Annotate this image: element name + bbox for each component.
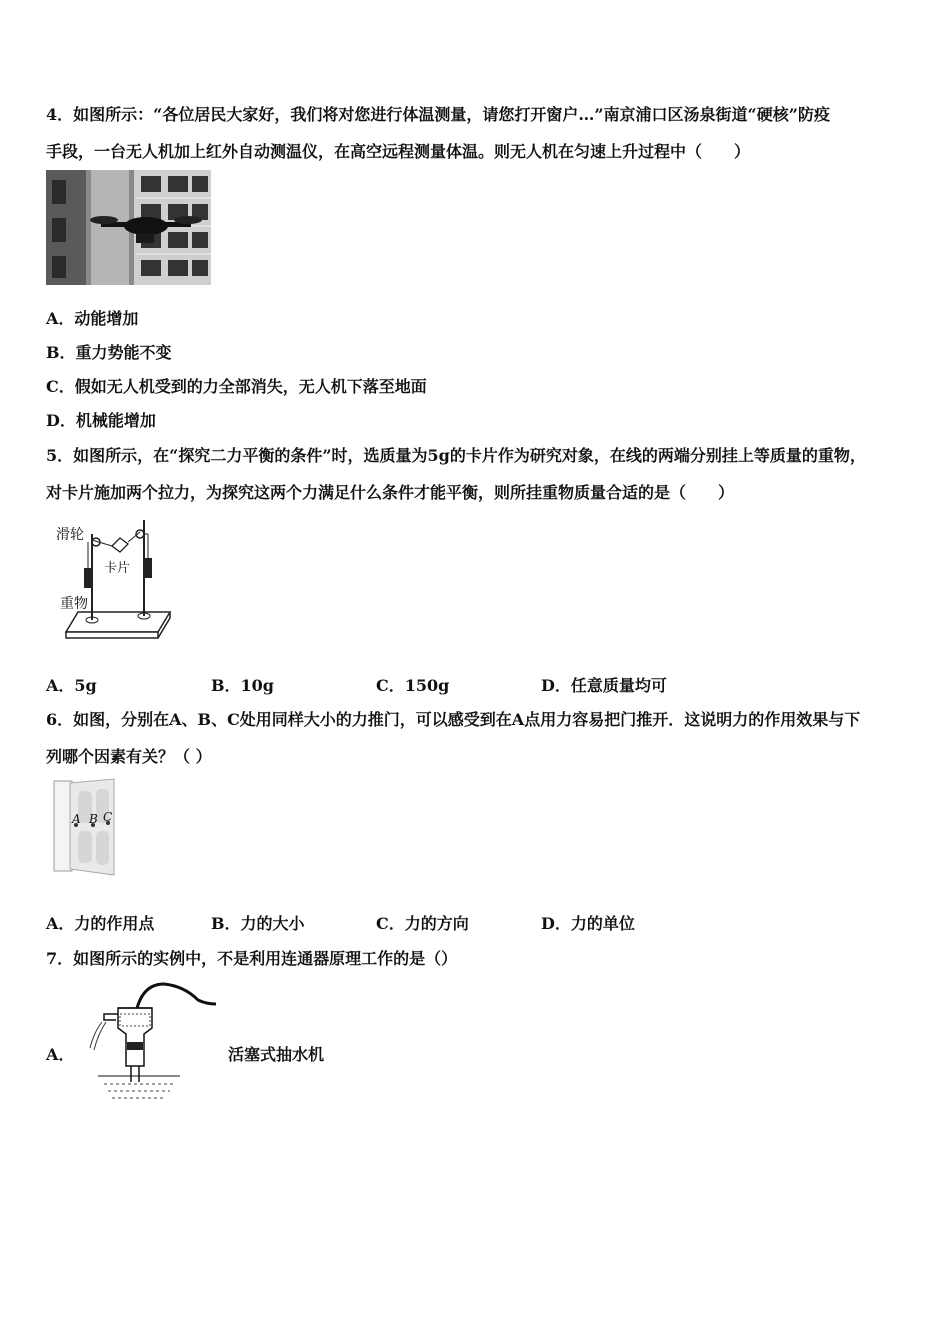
q4-option-d[interactable]: D．机械能增加 bbox=[46, 411, 156, 430]
door-diagram bbox=[52, 777, 122, 877]
q7-option-a-letter[interactable]: A． bbox=[46, 1045, 75, 1064]
q7-stem: 7．如图所示的实例中，不是利用连通器原理工作的是（） bbox=[46, 949, 458, 968]
q4-stem-line2: 手段，一台无人机加上红外自动测温仪，在高空远程测量体温。则无人机在匀速上升过程中（ ） bbox=[46, 142, 751, 161]
q4-option-c[interactable]: C．假如无人机受到的力全部消失，无人机下落至地面 bbox=[46, 377, 427, 396]
q6-option-c[interactable]: C．力的方向 bbox=[376, 914, 469, 933]
drone-photo bbox=[46, 170, 211, 285]
door-point-a-label: A bbox=[72, 812, 81, 826]
q5-option-d[interactable]: D．任意质量均可 bbox=[541, 676, 667, 695]
q6-option-b[interactable]: B．力的大小 bbox=[211, 914, 305, 933]
q6-option-d[interactable]: D．力的单位 bbox=[541, 914, 635, 933]
q5-stem-line1: 5．如图所示，在“探究二力平衡的条件”时，选质量为5g的卡片作为研究对象，在线的两端分别挂上等质量的重物， bbox=[46, 446, 866, 465]
q6-stem-line1: 6．如图，分别在A、B、C处用同样大小的力推门，可以感受到在A点用力容易把门推开．这说明力的作用效果与下 bbox=[46, 710, 861, 729]
q6-stem-line2: 列哪个因素有关？（ ） bbox=[46, 747, 212, 766]
q5-stem-line2: 对卡片施加两个拉力，为探究这两个力满足什么条件才能平衡，则所挂重物质量合适的是（ ） bbox=[46, 483, 735, 502]
weight-label: 重物 bbox=[60, 596, 88, 612]
q5-option-a[interactable]: A．5g bbox=[46, 676, 97, 695]
card-label: 卡片 bbox=[104, 561, 131, 576]
q4-option-a[interactable]: A．动能增加 bbox=[46, 309, 139, 328]
q4-option-b[interactable]: B．重力势能不变 bbox=[46, 343, 172, 362]
q5-option-b[interactable]: B．10g bbox=[211, 676, 274, 695]
q4-stem-line1: 4．如图所示：“各位居民大家好，我们将对您进行体温测量，请您打开窗户…”南京浦口区汤泉街道“硬核”防疫 bbox=[46, 105, 830, 124]
door-point-c-label: C bbox=[103, 810, 113, 824]
door-point-b-label: B bbox=[89, 812, 98, 826]
pulley-label: 滑轮 bbox=[56, 527, 84, 543]
q7-option-a-text[interactable]: 活塞式抽水机 bbox=[228, 1045, 325, 1064]
piston-pump-diagram bbox=[80, 978, 220, 1103]
q5-option-c[interactable]: C．150g bbox=[376, 676, 450, 695]
q6-option-a[interactable]: A．力的作用点 bbox=[46, 914, 155, 933]
